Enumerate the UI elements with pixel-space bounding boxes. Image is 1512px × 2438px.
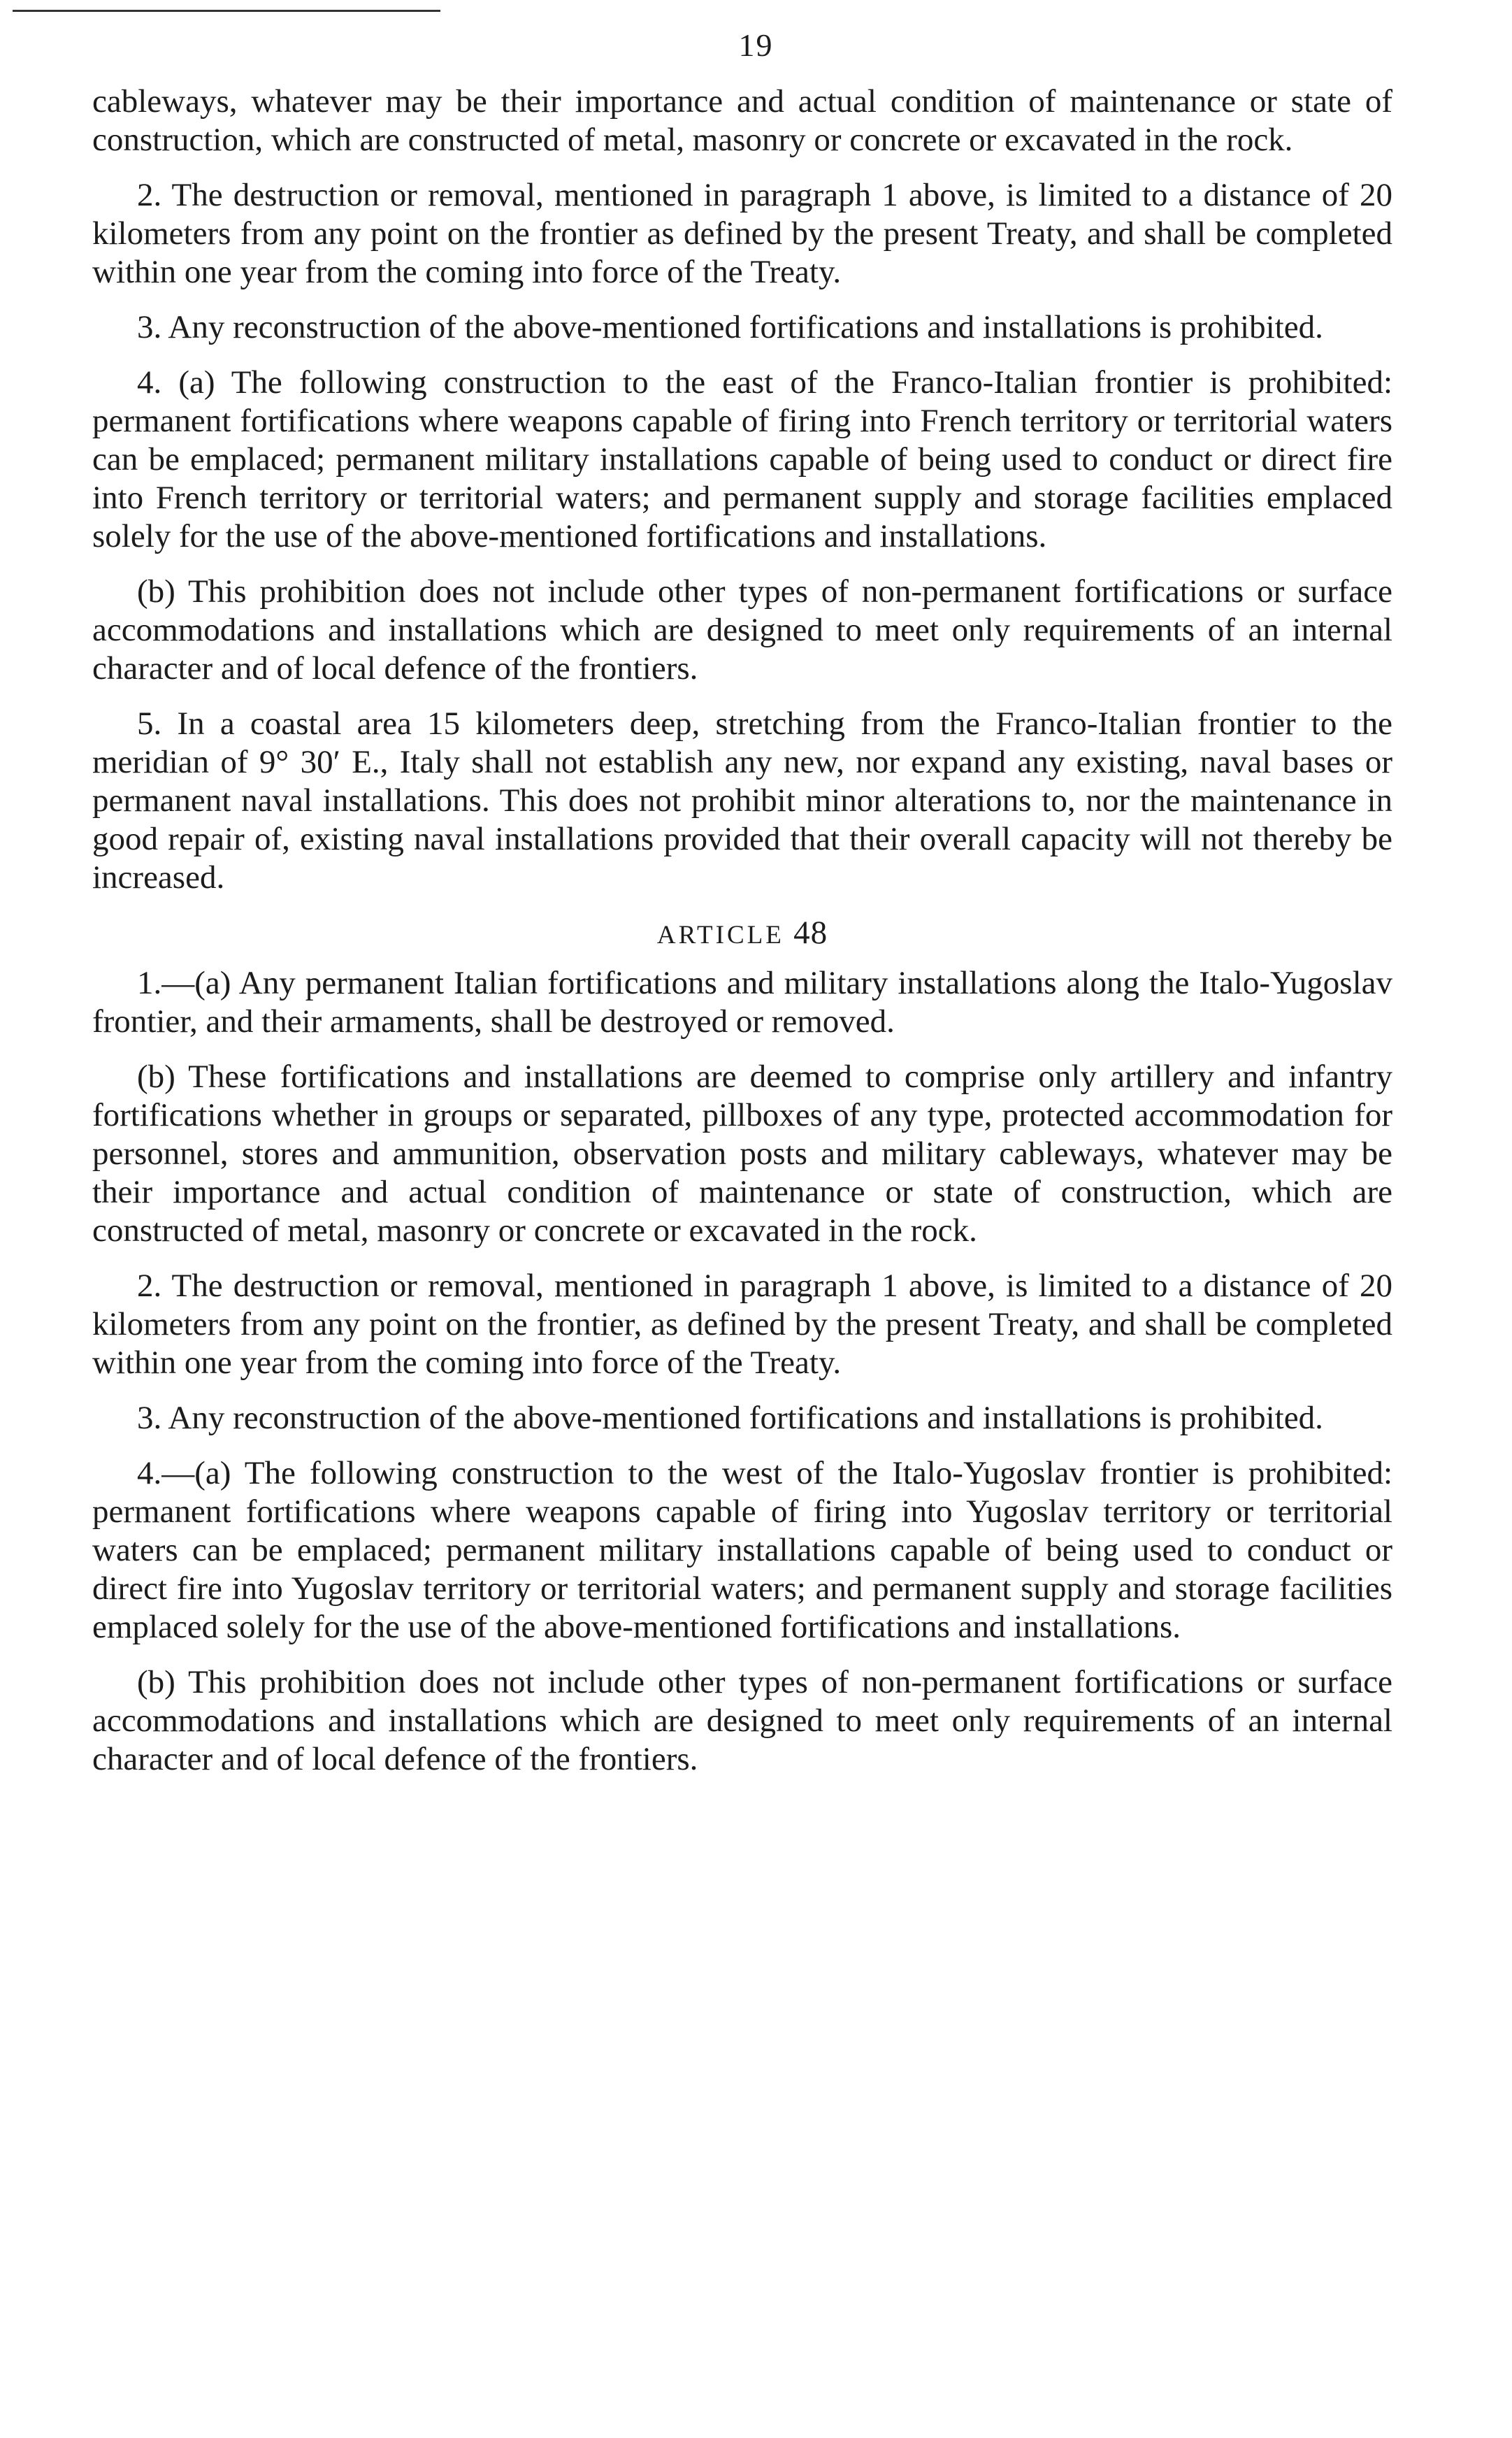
page-number: 19 (738, 27, 774, 63)
art48-para-4a: 4.—(a) The following construction to the west of the Italo-Yugoslav frontier is prohibited: permanent fortifications where weapons capable of firing into Yugoslav territory or territorial waters can be emplaced; permanent military installations capable of being used to conduct or direct fire into Yugoslav territory or territorial waters; and permanent supply and storage facilities emplaced solely for the use of the above-mentioned fortifications and installations. (92, 1455, 1392, 1645)
art48-para-2: 2. The destruction or removal, mentioned in paragraph 1 above, is limited to a distance of 20 kilometers from any point on the frontier, as defined by the present Treaty, and shall be completed within one year from the coming into force of the Treaty. (92, 1268, 1392, 1381)
article-heading-number: 48 (793, 915, 828, 951)
art48-para-1b: (b) These fortifications and installations are deemed to comprise only artillery and infantry fortifications whether in groups or separated, pillboxes of any type, protected accommodation for personnel, stores and ammunition, observation posts and military cableways, whatever may be their importance and actual condition of maintenance or state of construction, which are constructed of metal, masonry or concrete or excavated in the rock. (92, 1059, 1392, 1249)
art47-para-4a: 4. (a) The following construction to the east of the Franco-Italian frontier is prohibited: permanent fortifications where weapons capable of firing into French territory or territorial waters can be emplaced; permanent military installations capable of being used to conduct or direct fire into French territory or territorial waters; and permanent supply and storage facilities emplaced solely for the use of the above-mentioned fortifications and installations. (92, 364, 1392, 554)
art47-para-2: 2. The destruction or removal, mentioned in paragraph 1 above, is limited to a distance of 20 kilometers from any point on the frontier as defined by the present Treaty, and shall be completed within one year from the coming into force of the Treaty. (92, 177, 1392, 290)
art48-para-3: 3. Any reconstruction of the above-mentioned fortifications and installations is prohibited. (137, 1400, 1323, 1436)
top-rule (13, 10, 440, 12)
art47-para-1-continued: cableways, whatever may be their importance and actual condition of maintenance or state of construction, which are constructed of metal, masonry or concrete or excavated in the rock. (92, 83, 1392, 158)
document-body (92, 83, 1392, 1795)
art47-para-5: 5. In a coastal area 15 kilometers deep, stretching from the Franco-Italian frontier to the meridian of 9° 30′ E., Italy shall not establish any new, nor expand any existing, naval bases or permanent naval installations. This does not prohibit minor alterations to, nor the maintenance in good repair of, existing naval installations provided that their overall capacity will not thereby be increased. (92, 705, 1392, 896)
art48-para-1a: 1.—(a) Any permanent Italian fortifications and military installations along the Italo-Yugoslav frontier, and their armaments, shall be destroyed or removed. (92, 965, 1392, 1040)
art47-para-3: 3. Any reconstruction of the above-mentioned fortifications and installations is prohibited. (137, 309, 1323, 345)
art47-para-4b: (b) This prohibition does not include other types of non-permanent fortifications or surface accommodations and installations which are designed to meet only requirements of an internal character and of local defence of the frontiers. (92, 573, 1392, 687)
article-48-heading (92, 914, 1392, 954)
article-heading-word: ARTICLE (656, 921, 784, 949)
art48-para-4b: (b) This prohibition does not include other types of non-permanent fortifications or surface accommodations and installations which are designed to meet only requirements of an internal character and of local defence of the frontiers. (92, 1664, 1392, 1777)
